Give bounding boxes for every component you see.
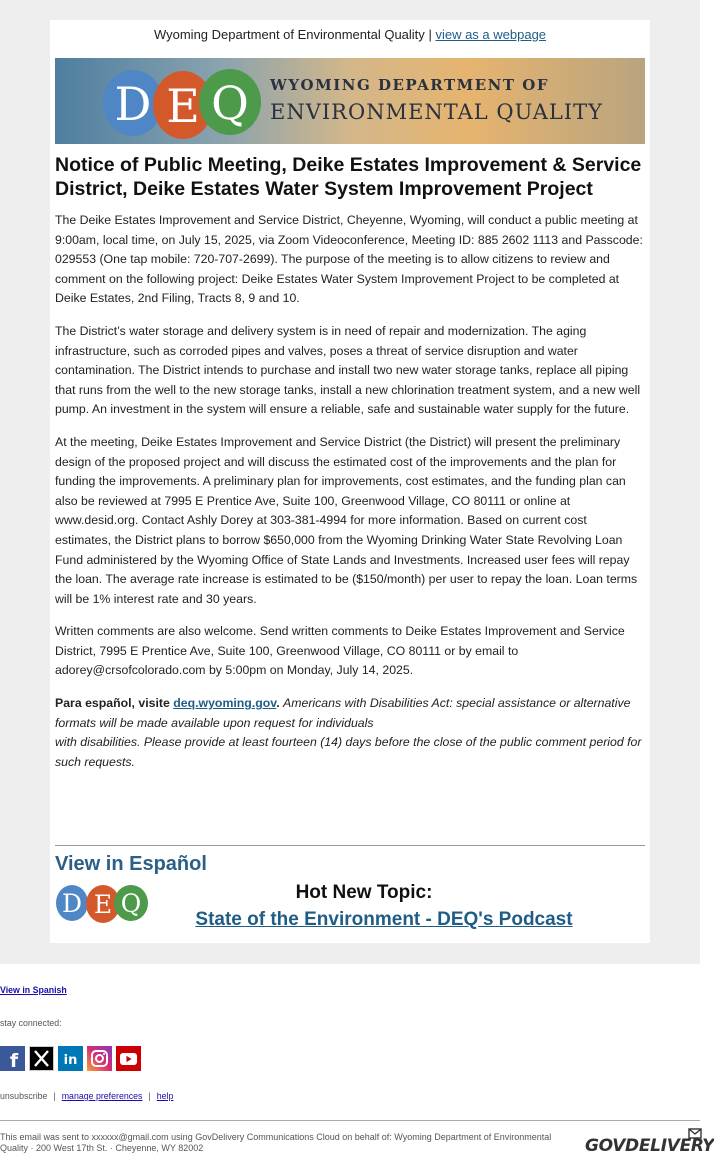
stay-connected-label: stay connected:	[0, 1018, 62, 1028]
preheader	[50, 27, 650, 42]
social-links	[0, 1046, 141, 1071]
linkedin-icon[interactable]	[58, 1046, 83, 1071]
ada-notice-2: with disabilities. Please provide at least fourteen (14) days before the close of the public comment period for such requests.	[55, 735, 642, 769]
paragraph-system: The District’s water storage and delivery system is in need of repair and modernization. The aging infrastructure, such as corroded pipes and valves, poses a threat of service disruption and water contamination. The District intends to purchase and install two new water storage tanks, replace all piping that runs from the well to the new storage tanks, install a new chlorination treatment system, and a new well pump. An investment in the system will ensure a reliable, safe and sustainable water supply for the future.	[55, 323, 641, 417]
small-logo-letter-d: D	[61, 889, 83, 918]
spanish-prefix: Para español, visite	[55, 696, 174, 711]
envelope-icon	[688, 1128, 702, 1140]
govdelivery-logo	[585, 1136, 714, 1156]
help-link[interactable]: help	[156, 1091, 174, 1101]
logo-letter-q: Q	[211, 76, 249, 130]
x-twitter-icon[interactable]	[29, 1046, 54, 1071]
podcast-link[interactable]: State of the Environment - DEQ's Podcast	[195, 909, 573, 930]
ada-notice-1: Americans with Disabilities Act: special assistance or alternative formats will be made available upon request for individuals	[55, 696, 631, 730]
facebook-icon[interactable]	[0, 1046, 25, 1071]
paragraph-meeting: The Deike Estates Improvement and Service District, Cheyenne, Wyoming, will conduct a public meeting at 9:00am, local time, on July 15, 2025, via Zoom Videoconference, Meeting ID: 885 2602 1113 and Passcode: 029553 (One tap mobile: 720-707-2699). The purpose of the meeting is to allow citizens to review and comment on the following project: Deike Estates Water System Improvement Project to be completed at Deike Estates, 2nd Filing, Tracts 8, 9 and 10.	[55, 213, 643, 306]
article	[55, 153, 645, 785]
view-in-espanol-heading[interactable]: View in Español	[55, 853, 207, 875]
unsubscribe-link[interactable]: unsubscribe	[0, 1091, 48, 1101]
logo-letter-d: D	[114, 77, 152, 131]
banner-line-1: WYOMING DEPARTMENT OF	[270, 76, 549, 94]
separator: |	[148, 1091, 151, 1101]
banner-line-2: ENVIRONMENTAL QUALITY	[270, 100, 603, 124]
spanish-suffix: .	[276, 696, 280, 711]
deq-website-link[interactable]: deq.wyoming.gov	[173, 696, 277, 711]
footer-divider	[0, 1120, 700, 1121]
separator: |	[53, 1091, 56, 1101]
view-as-webpage-link[interactable]: view as a webpage	[435, 27, 547, 42]
deq-banner	[55, 58, 645, 144]
svg-text:in: in	[63, 1053, 78, 1068]
deq-logo-small	[55, 882, 153, 924]
small-logo-letter-e: E	[93, 890, 113, 919]
org-name: Wyoming Department of Environmental Quality	[153, 27, 425, 42]
logo-letter-e: E	[166, 79, 200, 133]
svg-text:f: f	[9, 1050, 19, 1072]
email-card	[50, 20, 650, 943]
hot-new-topic: Hot New Topic:	[295, 882, 433, 903]
small-logo-letter-q: Q	[120, 889, 142, 918]
manage-preferences-link[interactable]: manage preferences	[61, 1091, 143, 1101]
paragraph-comments: Written comments are also welcome. Send written comments to Deike Estates Improvement and Service District, 7995 E Prentice Ave, Suite 100, Greenwood Village, CO 80111 or by email to adorey@crsofcolorado.com by 5:00pm on Monday, July 14, 2025.	[55, 624, 625, 678]
preheader-separator: |	[428, 27, 432, 42]
youtube-icon[interactable]	[116, 1046, 141, 1071]
spanish-ada-note	[55, 694, 645, 772]
govdelivery-wordmark: GOVDELIVERY	[585, 1136, 714, 1156]
article-title: Notice of Public Meeting, Deike Estates Improvement & Service District, Deike Estates Water System Improvement Project	[55, 154, 642, 200]
instagram-icon[interactable]	[87, 1046, 112, 1071]
paragraph-funding: At the meeting, Deike Estates Improvement and Service District (the District) will present the preliminary design of the proposed project and will discuss the estimated cost of the improvements and the plan for funding the improvements. A preliminary plan for improvements, cost estimates, and the funding plan can also be reviewed at 7995 E Prentice Ave, Suite 100, Greenwood Village, CO 80111 or online at www.desid.org. Contact Ashly Dorey at 303-381-4994 for more information. Based on current cost estimates, the District plans to borrow $650,000 from the Wyoming Drinking Water State Revolving Loan Fund administered by the Wyoming Office of State Lands and Investments. Increased user fees will repay the loan. The average rate increase is estimated to be ($150/month) per user to repay the loan. Loan terms will be 1% interest rate and 30 years.	[55, 434, 638, 606]
legal-text: This email was sent to xxxxxx@gmail.com using GovDelivery Communications Cloud on behalf of: Wyoming Department of Environmental Quality · 200 West 17th St. · Cheyenne, WY 82002	[0, 1132, 552, 1153]
deq-logo	[100, 58, 270, 144]
preferences-row	[0, 1091, 173, 1101]
view-in-spanish-link[interactable]: View in Spanish	[0, 985, 67, 995]
divider	[55, 845, 645, 846]
